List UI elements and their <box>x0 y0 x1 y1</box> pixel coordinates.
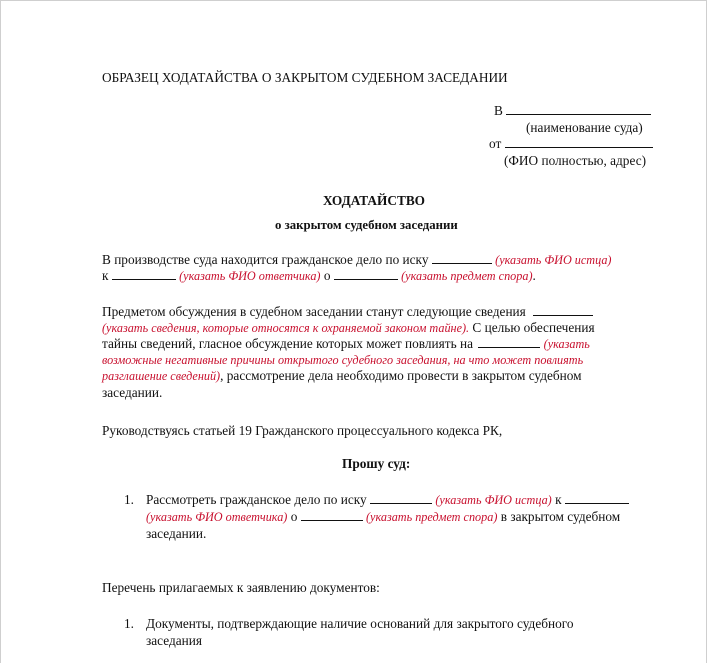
request-k: к <box>555 492 562 507</box>
legal-basis: Руководствуясь статьей 19 Гражданского процессуального кодекса РК, <box>102 423 503 438</box>
influence-hint-start: (указать <box>543 337 590 351</box>
defendant-blank <box>112 268 176 280</box>
p2-text1: Предметом обсуждения в судебном заседании станут следующие сведения <box>102 304 526 319</box>
req-subject-blank <box>301 509 363 521</box>
defendant-hint: (указать ФИО ответчика) <box>179 269 321 283</box>
req-subject-hint: (указать предмет спора) <box>366 510 498 524</box>
request-title: Прошу суд: <box>342 456 411 471</box>
request-text1: Рассмотреть гражданское дело по иску <box>146 492 367 507</box>
attachments-title: Перечень прилагаемых к заявлению документов: <box>102 580 380 595</box>
info-hint: (указать сведения, которые относятся к охраняемой законом тайне). <box>102 321 470 335</box>
plaintiff-hint: (указать ФИО истца) <box>495 253 612 267</box>
req-defendant-blank <box>565 492 629 504</box>
recipient-prefix: В <box>494 103 503 118</box>
sender-line <box>489 135 653 152</box>
subject-hint: (указать предмет спора) <box>401 269 533 283</box>
info-blank <box>533 304 593 316</box>
request-line1 <box>146 491 629 509</box>
request-line3: заседании. <box>146 526 207 541</box>
p2-line5 <box>102 367 582 385</box>
sender-name-blank <box>505 136 653 148</box>
attachment-line1: Документы, подтверждающие наличие оснований для закрытого судебного <box>146 616 574 631</box>
plaintiff-blank <box>432 252 492 264</box>
court-name-blank <box>506 103 651 115</box>
p1-line2 <box>102 267 536 285</box>
subject-blank <box>334 268 398 280</box>
p2-line6: заседании. <box>102 385 163 400</box>
attachment-line2: заседания <box>146 633 202 648</box>
request-item-number: 1. <box>124 492 134 507</box>
attachment-item-number: 1. <box>124 616 134 631</box>
p1-o: о <box>323 268 331 283</box>
recipient-line <box>494 102 651 119</box>
influence-blank <box>478 336 540 348</box>
p2-text3: тайны сведений, гласное обсуждение которых может повлиять на <box>102 336 473 351</box>
sender-prefix: от <box>489 136 502 151</box>
document-subtitle: о закрытом судебном заседании <box>275 218 458 232</box>
influence-hint-middle: возможные негативные причины открытого судебного заседания, на что может повлиять <box>102 353 584 367</box>
sender-hint: (ФИО полностью, адрес) <box>504 153 647 168</box>
p1-text: В производстве суда находится гражданское дело по иску <box>102 252 429 267</box>
p2-text2: С целью обеспечения <box>469 320 595 335</box>
req-defendant-hint: (указать ФИО ответчика) <box>146 510 288 524</box>
court-name-hint: (наименование суда) <box>526 120 643 135</box>
request-line2 <box>146 508 620 526</box>
request-text2: в закрытом судебном <box>497 509 621 524</box>
influence-hint-end: разглашение сведений) <box>102 369 221 383</box>
p1-k: к <box>102 268 109 283</box>
req-plaintiff-hint: (указать ФИО истца) <box>435 493 552 507</box>
req-plaintiff-blank <box>370 492 432 504</box>
p1-dot: . <box>532 268 536 283</box>
document-title: ХОДАТАЙСТВО <box>323 193 426 208</box>
p2-line1 <box>102 303 593 320</box>
document-heading: ОБРАЗЕЦ ХОДАТАЙСТВА О ЗАКРЫТОМ СУДЕБНОМ ЗАСЕДАНИИ <box>102 70 508 85</box>
p2-text5: , рассмотрение дела необходимо провести в закрытом судебном <box>220 368 582 383</box>
request-o: о <box>290 509 298 524</box>
